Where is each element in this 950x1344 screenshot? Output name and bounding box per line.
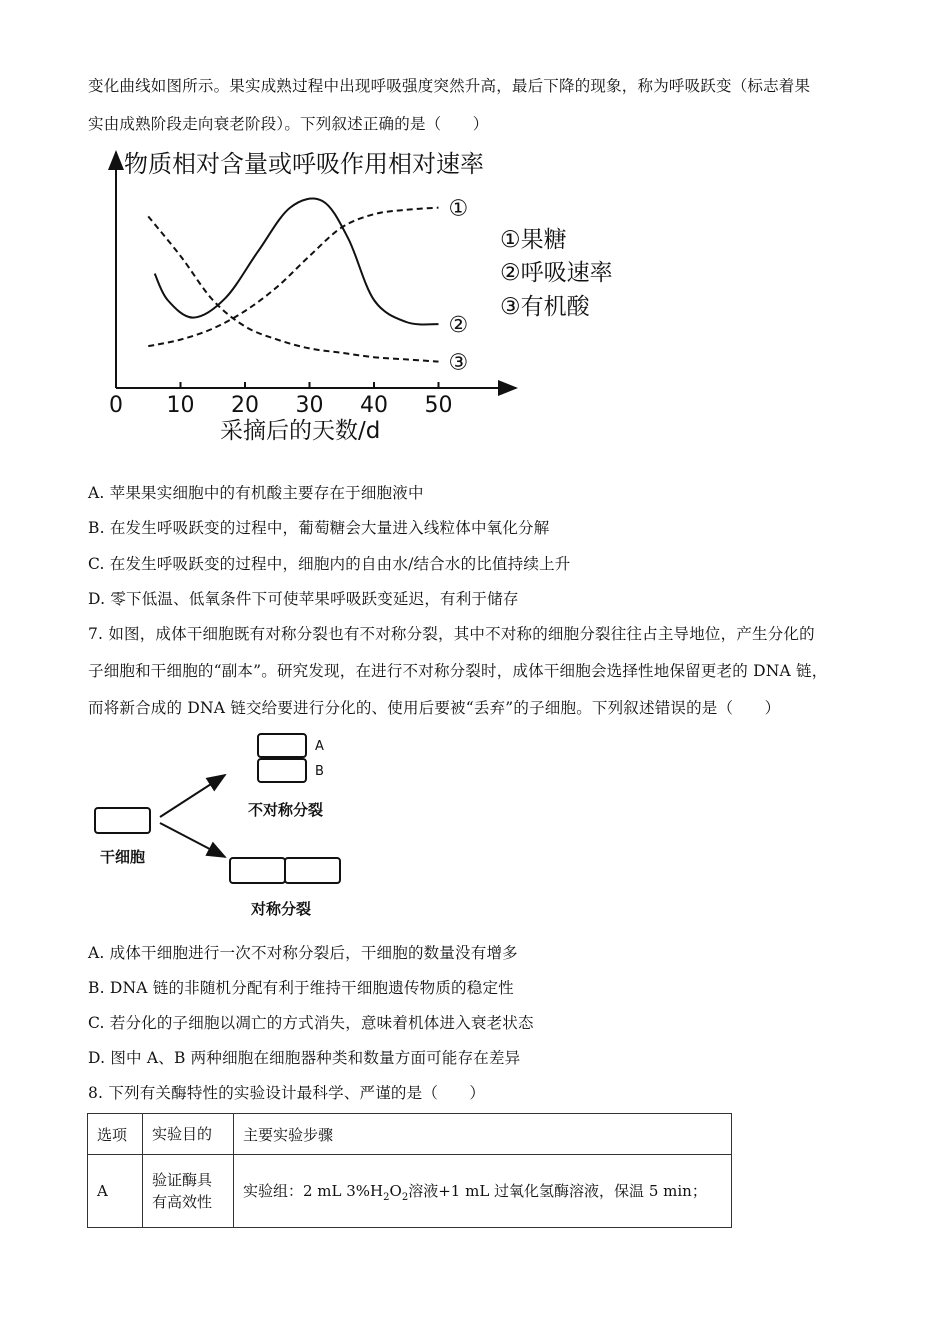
x-tick-label-20: 20 <box>231 393 259 418</box>
row-a-purpose-line1: 验证酶具 <box>152 1171 213 1189</box>
header-steps: 主要实验步骤 <box>234 1114 732 1155</box>
row-a-steps-mid: O <box>389 1181 402 1200</box>
cell-b-label: B <box>315 764 324 779</box>
row-a-steps-prefix: 实验组：2 mL 3%H <box>243 1181 384 1200</box>
row-a-purpose <box>143 1155 234 1228</box>
series-line-1 <box>148 208 438 347</box>
row-a-option: A <box>88 1155 143 1228</box>
stem-cell-label: 干细胞 <box>100 848 146 866</box>
sym-daughter-cell-left <box>230 858 285 883</box>
header-option: 选项 <box>88 1114 143 1155</box>
q7-stem-line1: 7. 如图，成体干细胞既有对称分裂也有不对称分裂，其中不对称的细胞分裂往往占主导地位，产生分化的 <box>88 625 815 643</box>
enzyme-experiment-table <box>87 1113 732 1228</box>
sym-arrow <box>160 823 225 857</box>
q8-stem: 8. 下列有关酶特性的实验设计最科学、严谨的是（ ） <box>88 1084 486 1102</box>
series-end-marker-1: ① <box>448 196 469 222</box>
series-end-marker-2: ② <box>448 313 469 339</box>
asym-label: 不对称分裂 <box>248 801 324 819</box>
q6-stem-line2: 实由成熟阶段走向衰老阶段）。下列叙述正确的是（ ） <box>88 115 489 133</box>
sym-daughter-cell-right <box>285 858 340 883</box>
row-a-steps-sub1: 2 <box>383 1191 390 1203</box>
fruit-ripening-chart <box>100 140 660 450</box>
q7-option-b: B. DNA 链的非随机分配有利于维持干细胞遗传物质的稳定性 <box>88 979 514 997</box>
q6-option-a: A. 苹果果实细胞中的有机酸主要存在于细胞液中 <box>88 484 424 502</box>
series-line-2 <box>155 199 439 325</box>
chart-title: 物质相对含量或呼吸作用相对速率 <box>124 150 484 178</box>
table-row <box>88 1155 732 1228</box>
cell-a <box>258 734 306 757</box>
x-tick-label-50: 50 <box>424 393 453 418</box>
row-a-purpose-line2: 有高效性 <box>152 1193 213 1211</box>
cell-a-label: A <box>315 739 324 754</box>
row-a-steps-sub2: 2 <box>401 1191 409 1203</box>
header-purpose: 实验目的 <box>143 1114 234 1155</box>
stem-cell-division-diagram <box>88 725 388 925</box>
series-end-marker-3: ③ <box>448 350 469 376</box>
q7-option-a: A. 成体干细胞进行一次不对称分裂后，干细胞的数量没有增多 <box>88 944 518 962</box>
asym-arrow <box>160 775 225 817</box>
q7-stem-line3: 而将新合成的 DNA 链交给要进行分化的、使用后要被“丢弃”的子细胞。下列叙述错误的是（ ） <box>88 699 781 717</box>
q6-stem-line1: 变化曲线如图所示。果实成熟过程中出现呼吸强度突然升高，最后下降的现象，称为呼吸跃变（标志着果 <box>88 77 811 95</box>
x-tick-label-10: 10 <box>166 393 195 418</box>
row-a-steps-suffix: 溶液+1 mL 过氧化氢酶溶液，保温 5 min； <box>408 1181 707 1200</box>
sym-label: 对称分裂 <box>251 900 312 918</box>
legend-organic-acid: ③有机酸 <box>500 294 590 320</box>
q6-option-d: D. 零下低温、低氧条件下可使苹果呼吸跃变延迟，有利于储存 <box>88 590 519 608</box>
q6-option-c: C. 在发生呼吸跃变的过程中，细胞内的自由水/结合水的比值持续上升 <box>88 555 571 573</box>
table-header-row <box>88 1114 732 1155</box>
x-tick-label-40: 40 <box>360 393 388 418</box>
x-tick-label-0: 0 <box>109 393 123 418</box>
legend-fructose: ①果糖 <box>500 227 567 253</box>
stem-cell <box>95 808 150 833</box>
cell-b <box>258 759 306 782</box>
series-line-3 <box>148 216 438 361</box>
row-a-steps <box>234 1155 732 1228</box>
q7-option-c: C. 若分化的子细胞以凋亡的方式消失，意味着机体进入衰老状态 <box>88 1014 534 1032</box>
x-axis-label: 采摘后的天数/d <box>220 418 381 444</box>
q7-stem-line2: 子细胞和干细胞的“副本”。研究发现，在进行不对称分裂时，成体干细胞会选择性地保留更老的 DNA 链， <box>88 662 828 680</box>
x-tick-label-30: 30 <box>295 393 324 418</box>
q6-option-b: B. 在发生呼吸跃变的过程中，葡萄糖会大量进入线粒体中氧化分解 <box>88 519 550 537</box>
legend-respiration: ②呼吸速率 <box>500 260 613 286</box>
q7-option-d: D. 图中 A、B 两种细胞在细胞器种类和数量方面可能存在差异 <box>88 1049 521 1067</box>
